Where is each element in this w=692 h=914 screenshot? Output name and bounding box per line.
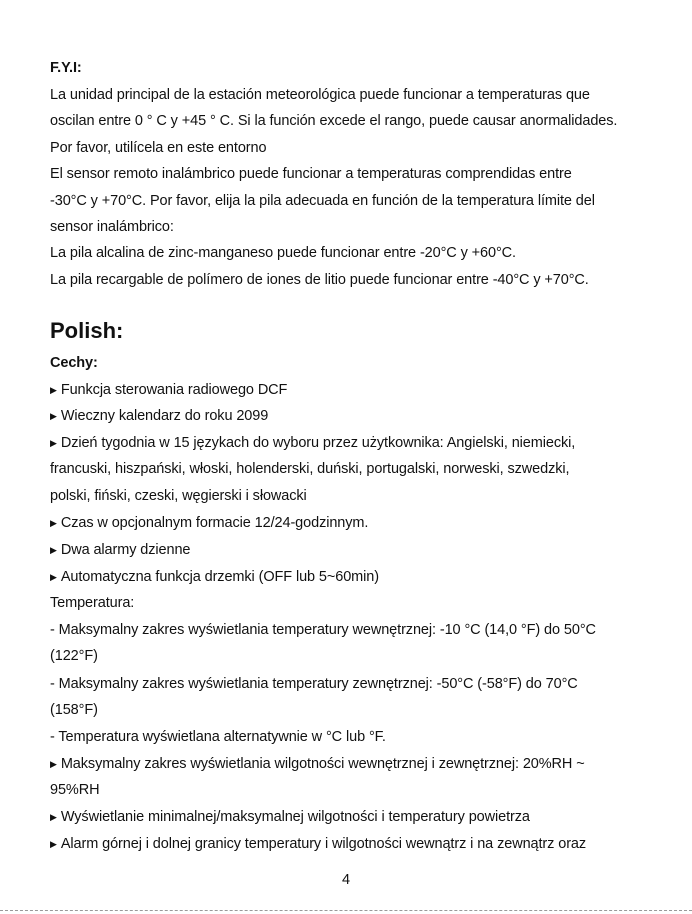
feature-bullet: ▶ Alarm górnej i dolnej granicy temperatury i wilgotności wewnątrz i na zewnątrz oraz [50,834,586,855]
page-bottom-divider [0,910,692,911]
fyi-line: El sensor remoto inalámbrico puede funcionar a temperaturas comprendidas entre [50,166,572,182]
feature-line: (122°F) [50,648,98,664]
feature-bullet: ▶ Automatyczna funkcja drzemki (OFF lub 5~60min) [50,567,379,588]
feature-bullet: ▶ Czas w opcjonalnym formacie 12/24-godzinnym. [50,513,368,534]
fyi-line: sensor inalámbrico: [50,219,174,235]
fyi-line: Por favor, utilícela en este entorno [50,140,267,156]
temperature-label: Temperatura: [50,595,135,611]
feature-line: (158°F) [50,702,98,718]
fyi-line: La pila recargable de polímero de iones de litio puede funcionar entre -40°C y +70°C. [50,272,589,288]
feature-bullet: ▶ Funkcja sterowania radiowego DCF [50,380,287,401]
page-number: 4 [341,872,351,888]
feature-line: 95%RH [50,782,100,798]
feature-bullet: ▶ Maksymalny zakres wyświetlania wilgotności wewnętrznej i zewnętrznej: 20%RH ~ [50,754,585,775]
feature-bullet: ▶ Wieczny kalendarz do roku 2099 [50,406,268,427]
feature-line: - Maksymalny zakres wyświetlania temperatury zewnętrznej: -50°C (-58°F) do 70°C [50,676,578,692]
feature-bullet: ▶ Dzień tygodnia w 15 językach do wyboru przez użytkownika: Angielski, niemiecki, [50,433,575,454]
feature-line: - Temperatura wyświetlana alternatywnie w °C lub °F. [50,729,386,745]
fyi-line: oscilan entre 0 ° C y +45 ° C. Si la función excede el rango, puede causar anormalidades. [50,113,618,129]
fyi-line: La pila alcalina de zinc-manganeso puede funcionar entre -20°C y +60°C. [50,245,516,261]
section-title-polish: Polish: [50,318,124,343]
feature-line: francuski, hiszpański, włoski, holenderski, duński, portugalski, norweski, szwedzki, [50,461,570,477]
feature-bullet: ▶ Dwa alarmy dzienne [50,540,190,561]
features-heading: Cechy: [50,355,98,371]
fyi-line: -30°C y +70°C. Por favor, elija la pila adecuada en función de la temperatura límite del [50,193,595,209]
feature-line: polski, fiński, czeski, węgierski i słowacki [50,488,307,504]
fyi-line: La unidad principal de la estación meteorológica puede funcionar a temperaturas que [50,87,590,103]
fyi-heading: F.Y.I: [50,60,82,76]
feature-line: - Maksymalny zakres wyświetlania temperatury wewnętrznej: -10 °C (14,0 °F) do 50°C [50,622,596,638]
feature-bullet: ▶ Wyświetlanie minimalnej/maksymalnej wilgotności i temperatury powietrza [50,807,530,828]
